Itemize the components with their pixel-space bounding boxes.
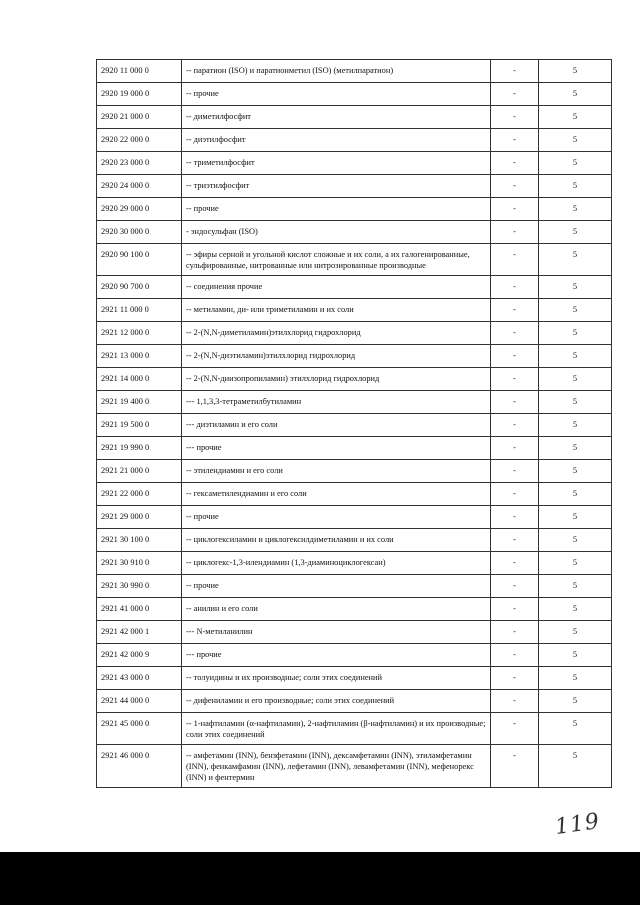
col4-cell: 5 [539, 552, 612, 575]
col4-cell: 5 [539, 368, 612, 391]
code-cell: 2920 90 700 0 [97, 276, 182, 299]
code-cell: 2920 11 000 0 [97, 60, 182, 83]
col3-cell: - [491, 667, 539, 690]
code-cell: 2921 19 400 0 [97, 391, 182, 414]
col4-cell: 5 [539, 106, 612, 129]
table-row [97, 414, 612, 437]
code-cell: 2921 45 000 0 [97, 713, 182, 745]
tariff-table-body [97, 60, 612, 788]
desc-cell: -- соединения прочие [182, 276, 491, 299]
table-row [97, 322, 612, 345]
col4-cell: 5 [539, 713, 612, 745]
col3-cell: - [491, 175, 539, 198]
col3-cell: - [491, 713, 539, 745]
code-cell: 2921 14 000 0 [97, 368, 182, 391]
desc-cell: --- прочие [182, 644, 491, 667]
col4-cell: 5 [539, 437, 612, 460]
col3-cell: - [491, 368, 539, 391]
table-row [97, 299, 612, 322]
scan-bottom-margin [0, 852, 640, 905]
code-cell: 2921 30 910 0 [97, 552, 182, 575]
code-cell: 2921 13 000 0 [97, 345, 182, 368]
desc-cell: --- N-метиланилин [182, 621, 491, 644]
table-row [97, 60, 612, 83]
col3-cell: - [491, 460, 539, 483]
table-row [97, 552, 612, 575]
desc-cell: -- амфетамин (INN), бензфетамин (INN), дексамфетамин (INN), этиламфетамин (INN), фенкамфамин (INN), лефетамин (INN), левамфетамин (INN), мефенорекс (INN) и фентермин [182, 745, 491, 788]
desc-cell: -- диэтилфосфит [182, 129, 491, 152]
col3-cell: - [491, 391, 539, 414]
table-row [97, 198, 612, 221]
table-row [97, 129, 612, 152]
code-cell: 2921 12 000 0 [97, 322, 182, 345]
col4-cell: 5 [539, 621, 612, 644]
code-cell: 2921 42 000 9 [97, 644, 182, 667]
code-cell: 2921 30 100 0 [97, 529, 182, 552]
col3-cell: - [491, 414, 539, 437]
table-row [97, 745, 612, 788]
code-cell: 2921 42 000 1 [97, 621, 182, 644]
col3-cell: - [491, 129, 539, 152]
col4-cell: 5 [539, 460, 612, 483]
code-cell: 2921 19 990 0 [97, 437, 182, 460]
code-cell: 2921 11 000 0 [97, 299, 182, 322]
desc-cell: -- циклогексиламин и циклогексилдиметиламин и их соли [182, 529, 491, 552]
handwritten-page-number: 119 [553, 808, 602, 841]
table-row [97, 221, 612, 244]
col4-cell: 5 [539, 175, 612, 198]
desc-cell: -- 2-(N,N-диизопропиламин) этилхлорид гидрохлорид [182, 368, 491, 391]
code-cell: 2921 22 000 0 [97, 483, 182, 506]
code-cell: 2921 44 000 0 [97, 690, 182, 713]
col4-cell: 5 [539, 506, 612, 529]
table-row [97, 667, 612, 690]
tariff-table [96, 59, 612, 788]
col3-cell: - [491, 83, 539, 106]
table-row [97, 152, 612, 175]
col3-cell: - [491, 244, 539, 276]
col4-cell: 5 [539, 221, 612, 244]
table-row [97, 368, 612, 391]
desc-cell: -- анилин и его соли [182, 598, 491, 621]
col4-cell: 5 [539, 198, 612, 221]
col3-cell: - [491, 437, 539, 460]
col4-cell: 5 [539, 690, 612, 713]
table-row [97, 713, 612, 745]
col3-cell: - [491, 745, 539, 788]
desc-cell: -- 1-нафтиламин (α-нафтиламин), 2-нафтиламин (β-нафтиламин) и их производные; соли этих соединений [182, 713, 491, 745]
table-row [97, 276, 612, 299]
desc-cell: -- триметилфосфит [182, 152, 491, 175]
table-row [97, 460, 612, 483]
col3-cell: - [491, 644, 539, 667]
table-row [97, 244, 612, 276]
col4-cell: 5 [539, 299, 612, 322]
col4-cell: 5 [539, 152, 612, 175]
desc-cell: -- эфиры серной и угольной кислот сложные и их соли, а их галогенированные, сульфированные, нитрованные или нитрозированные производные [182, 244, 491, 276]
table-row [97, 575, 612, 598]
col4-cell: 5 [539, 60, 612, 83]
desc-cell: -- прочие [182, 83, 491, 106]
table-row [97, 690, 612, 713]
col3-cell: - [491, 529, 539, 552]
code-cell: 2920 90 100 0 [97, 244, 182, 276]
desc-cell: -- паратион (ISO) и паратионметил (ISO) (метилпаратион) [182, 60, 491, 83]
table-row [97, 391, 612, 414]
code-cell: 2921 21 000 0 [97, 460, 182, 483]
col3-cell: - [491, 575, 539, 598]
table-row [97, 598, 612, 621]
desc-cell: -- гексаметилендиамин и его соли [182, 483, 491, 506]
col3-cell: - [491, 345, 539, 368]
col3-cell: - [491, 152, 539, 175]
desc-cell: -- диметилфосфит [182, 106, 491, 129]
code-cell: 2921 43 000 0 [97, 667, 182, 690]
desc-cell: - эндосульфан (ISO) [182, 221, 491, 244]
code-cell: 2920 21 000 0 [97, 106, 182, 129]
col3-cell: - [491, 690, 539, 713]
desc-cell: -- прочие [182, 198, 491, 221]
code-cell: 2920 30 000 0 [97, 221, 182, 244]
col3-cell: - [491, 276, 539, 299]
desc-cell: --- диэтиламин и его соли [182, 414, 491, 437]
table-row [97, 644, 612, 667]
table-row [97, 437, 612, 460]
col4-cell: 5 [539, 745, 612, 788]
col4-cell: 5 [539, 83, 612, 106]
code-cell: 2920 24 000 0 [97, 175, 182, 198]
col4-cell: 5 [539, 575, 612, 598]
table-row [97, 175, 612, 198]
desc-cell: -- этилендиамин и его соли [182, 460, 491, 483]
col4-cell: 5 [539, 276, 612, 299]
desc-cell: -- 2-(N,N-диэтиламин)этилхлорид гидрохлорид [182, 345, 491, 368]
col3-cell: - [491, 621, 539, 644]
col4-cell: 5 [539, 667, 612, 690]
code-cell: 2920 22 000 0 [97, 129, 182, 152]
desc-cell: -- 2-(N,N-диметиламин)этилхлорид гидрохлорид [182, 322, 491, 345]
table-row [97, 621, 612, 644]
col4-cell: 5 [539, 391, 612, 414]
col3-cell: - [491, 299, 539, 322]
code-cell: 2921 30 990 0 [97, 575, 182, 598]
code-cell: 2920 23 000 0 [97, 152, 182, 175]
col3-cell: - [491, 60, 539, 83]
table-row [97, 483, 612, 506]
col3-cell: - [491, 198, 539, 221]
desc-cell: -- толуидины и их производные; соли этих соединений [182, 667, 491, 690]
desc-cell: -- прочие [182, 575, 491, 598]
table-row [97, 83, 612, 106]
desc-cell: -- триэтилфосфит [182, 175, 491, 198]
col3-cell: - [491, 106, 539, 129]
col4-cell: 5 [539, 644, 612, 667]
code-cell: 2921 19 500 0 [97, 414, 182, 437]
desc-cell: -- прочие [182, 506, 491, 529]
code-cell: 2921 29 000 0 [97, 506, 182, 529]
col4-cell: 5 [539, 322, 612, 345]
table-row [97, 529, 612, 552]
table-row [97, 506, 612, 529]
col4-cell: 5 [539, 244, 612, 276]
desc-cell: -- дифениламин и его производные; соли этих соединений [182, 690, 491, 713]
desc-cell: -- циклогекс-1,3-илендиамин (1,3-диаминоциклогексан) [182, 552, 491, 575]
code-cell: 2921 41 000 0 [97, 598, 182, 621]
col3-cell: - [491, 598, 539, 621]
desc-cell: --- прочие [182, 437, 491, 460]
desc-cell: --- 1,1,3,3-тетраметилбутиламин [182, 391, 491, 414]
code-cell: 2921 46 000 0 [97, 745, 182, 788]
col3-cell: - [491, 483, 539, 506]
desc-cell: -- метиламин, ди- или триметиламин и их соли [182, 299, 491, 322]
col4-cell: 5 [539, 529, 612, 552]
col3-cell: - [491, 552, 539, 575]
col4-cell: 5 [539, 345, 612, 368]
col3-cell: - [491, 221, 539, 244]
code-cell: 2920 29 000 0 [97, 198, 182, 221]
col3-cell: - [491, 322, 539, 345]
col4-cell: 5 [539, 129, 612, 152]
table-row [97, 345, 612, 368]
col4-cell: 5 [539, 483, 612, 506]
table-row [97, 106, 612, 129]
col3-cell: - [491, 506, 539, 529]
code-cell: 2920 19 000 0 [97, 83, 182, 106]
col4-cell: 5 [539, 414, 612, 437]
col4-cell: 5 [539, 598, 612, 621]
